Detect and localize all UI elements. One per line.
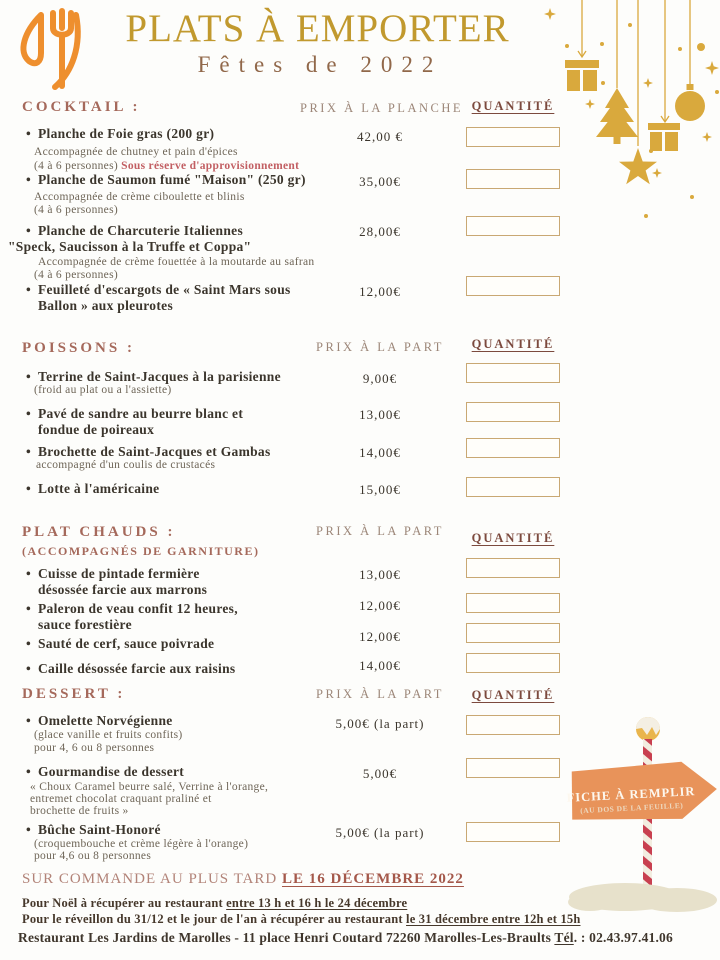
quantity-input[interactable] <box>466 438 560 458</box>
quantity-input[interactable] <box>466 715 560 735</box>
quantity-input[interactable] <box>466 623 560 643</box>
menu-item-price: 28,00€ <box>359 224 401 239</box>
quantity-input[interactable] <box>466 276 560 296</box>
menu-item-subtext: pour 4,6 ou 8 personnes <box>34 850 152 862</box>
quantity-input[interactable] <box>466 477 560 497</box>
menu-item-price: 5,00€ <box>362 766 398 781</box>
menu-item-subtext: « Choux Caramel beurre salé, Verrine à l'orange, <box>30 781 269 793</box>
menu-item-price: 13,00€ <box>359 407 401 422</box>
menu-item-title-line2: "Speck, Saucisson à la Truffe et Coppa" <box>8 239 252 254</box>
menu-item-title: • Terrine de Saint-Jacques à la parisienne <box>26 369 281 385</box>
quantity-input[interactable] <box>466 169 560 189</box>
menu-item-subtext: (croquembouche et crème légère à l'orange) <box>34 838 249 850</box>
menu-item-title: • Caille désossée farcie aux raisins <box>26 661 235 677</box>
quantity-input[interactable] <box>466 127 560 147</box>
menu-item-price: 5,00€ (la part) <box>335 825 425 840</box>
menu-item-price: 12,00€ <box>359 629 401 644</box>
menu-item-subtext: (glace vanille et fruits confits) <box>34 729 183 741</box>
order-deadline-line: SUR COMMANDE AU PLUS TARD LE 16 DÉCEMBRE 2022 <box>22 871 464 887</box>
sign-text-sub: (AU DOS DE LA FEUILLE) <box>579 800 684 816</box>
menu-item-price: 42,00 € <box>357 129 403 144</box>
menu-item-title: • Planche de Charcuterie Italiennes <box>26 223 243 239</box>
menu-item-title: • Sauté de cerf, sauce poivrade <box>26 636 214 652</box>
menu-item-title: • Paleron de veau confit 12 heures, sauce forestière <box>26 601 238 633</box>
menu-item-title: • Omelette Norvégienne <box>26 713 173 729</box>
menu-item-subtext: accompagné d'un coulis de crustacés <box>36 459 216 471</box>
section-subtitle: (ACCOMPAGNÉS DE GARNITURE) <box>22 544 260 558</box>
price-column-header: PRIX À LA PART <box>316 524 444 538</box>
menu-item-subtext: pour 4, 6 ou 8 personnes <box>34 742 155 754</box>
menu-item-title: • Cuisse de pintade fermière désossée farcie aux marrons <box>26 566 207 598</box>
tel-label: Tél <box>554 930 574 945</box>
quantity-input[interactable] <box>466 216 560 236</box>
page-subtitle: Fêtes de 2022 <box>197 52 443 77</box>
restaurant-info-line: Restaurant Les Jardins de Marolles - 11 place Henri Coutard 72260 Marolles-Les-Braults Tél. : 02.43.97.41.06 <box>18 930 673 945</box>
menu-item-subtext: Accompagnée de chutney et pain d'épices <box>34 146 238 158</box>
menu-item-title: • Planche de Saumon fumé "Maison" (250 gr) <box>26 172 306 188</box>
quantity-input[interactable] <box>466 593 560 613</box>
quantity-column-header: QUANTITÉ <box>471 688 555 702</box>
menu-item-subtext: Accompagnée de crème ciboulette et blinis <box>34 191 245 203</box>
menu-item-title: • Gourmandise de dessert <box>26 764 184 780</box>
section-title-cocktail: COCKTAIL : <box>22 99 141 115</box>
section-title-dessert: DESSERT : <box>22 686 126 702</box>
sign-text-main: FICHE À REMPLIR <box>566 784 696 805</box>
menu-item-subtext: (4 à 6 personnes) Sous réserve d'approvisionnement <box>34 160 300 172</box>
menu-item-subtext: Accompagnée de crème fouettée à la moutarde au safran <box>38 256 315 268</box>
quantity-input[interactable] <box>466 758 560 778</box>
menu-item-price: 12,00€ <box>359 284 401 299</box>
signpost-icon <box>565 712 720 917</box>
christmas-ornaments-icon <box>540 0 720 222</box>
order-deadline-date: LE 16 DÉCEMBRE 2022 <box>281 871 464 887</box>
menu-item-price: 5,00€ (la part) <box>335 716 425 731</box>
menu-item-price: 9,00€ <box>362 371 398 386</box>
quantity-column-header: QUANTITÉ <box>471 99 555 113</box>
menu-item-subtext: entremet chocolat craquant praliné et <box>30 793 212 805</box>
price-column-header: PRIX À LA PART <box>316 340 444 354</box>
menu-item-title: • Planche de Foie gras (200 gr) <box>26 126 214 142</box>
section-title-poissons: POISSONS : <box>22 340 135 356</box>
pickup-noel-line: Pour Noël à récupérer au restaurant entre 13 h et 16 h le 24 décembre <box>22 896 408 910</box>
pickup-reveillon-line: Pour le réveillon du 31/12 et le jour de l'an à récupérer au restaurant le 31 décembre entre 12h et 15h <box>22 912 581 926</box>
availability-note: Sous réserve d'approvisionnement <box>121 160 300 172</box>
menu-item-title: • Pavé de sandre au beurre blanc et fondue de poireaux <box>26 406 243 438</box>
price-column-header: PRIX À LA PART <box>316 687 444 701</box>
menu-item-price: 15,00€ <box>359 482 401 497</box>
quantity-input[interactable] <box>466 363 560 383</box>
section-title-plat-chauds: PLAT CHAUDS : <box>22 524 176 540</box>
menu-item-title: • Brochette de Saint-Jacques et Gambas <box>26 444 271 460</box>
menu-item-subtext: brochette de fruits » <box>30 805 129 817</box>
menu-item-price: 14,00€ <box>359 445 401 460</box>
menu-item-title: • Feuilleté d'escargots de « Saint Mars sous Ballon » aux pleurotes <box>26 282 291 314</box>
menu-item-price: 35,00€ <box>359 174 401 189</box>
menu-item-price: 14,00€ <box>359 658 401 673</box>
menu-item-title: • Bûche Saint-Honoré <box>26 822 161 838</box>
quantity-input[interactable] <box>466 653 560 673</box>
quantity-input[interactable] <box>466 558 560 578</box>
menu-item-subtext: (4 à 6 personnes) <box>34 204 118 216</box>
menu-item-title: • Lotte à l'américaine <box>26 481 159 497</box>
quantity-column-header: QUANTITÉ <box>471 337 555 351</box>
quantity-column-header: QUANTITÉ <box>471 531 555 545</box>
page-title: PLATS À EMPORTER <box>125 7 510 50</box>
quantity-input[interactable] <box>466 822 560 842</box>
menu-item-subtext: (4 à 6 personnes) <box>34 269 118 281</box>
quantity-input[interactable] <box>466 402 560 422</box>
menu-item-price: 13,00€ <box>359 567 401 582</box>
menu-item-price: 12,00€ <box>359 598 401 613</box>
menu-item-subtext: (froid au plat ou a l'assiette) <box>34 384 172 396</box>
price-column-header: PRIX À LA PLANCHE <box>300 101 463 115</box>
